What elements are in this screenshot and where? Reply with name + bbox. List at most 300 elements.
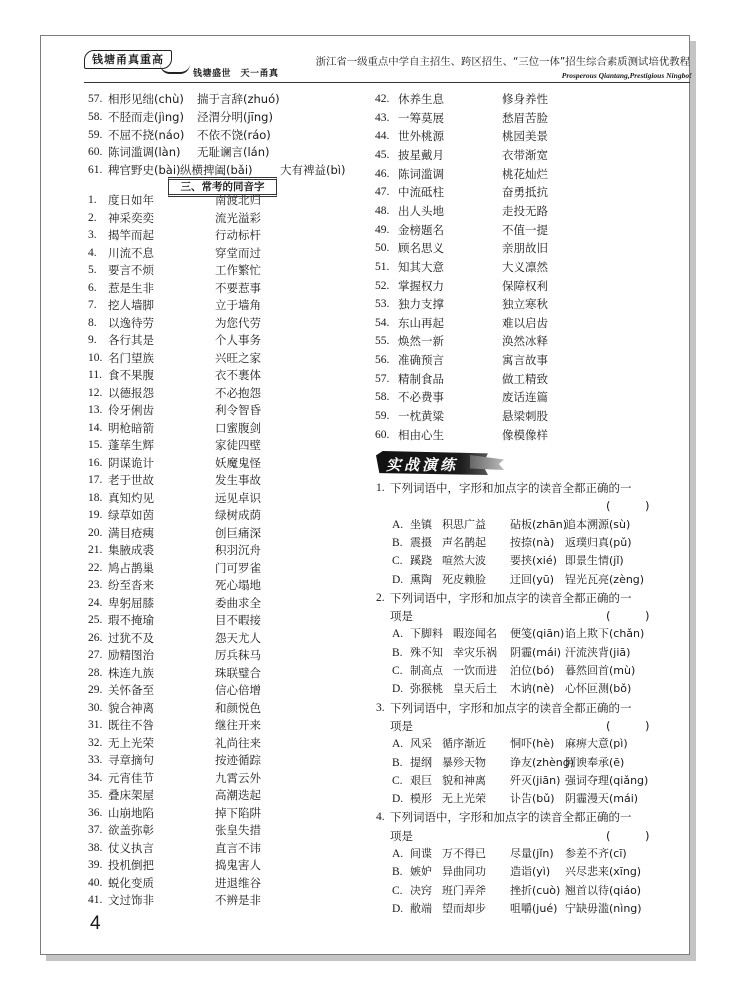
- homophone-word-a: 仗义执言: [108, 840, 154, 855]
- option-word-3: 迂回(yū): [510, 572, 555, 586]
- option-word-2: 一饮而进: [453, 664, 497, 677]
- homophone-number: 43.: [375, 111, 390, 124]
- homophone-word-b: 目不暇接: [215, 613, 261, 627]
- homophone-number: 49.: [375, 223, 390, 236]
- option-letter: C.: [392, 774, 403, 787]
- option-letter: B.: [392, 646, 403, 659]
- answer-blank: ( ): [606, 828, 650, 843]
- homophone-word-a: 明枪暗箭: [108, 420, 154, 435]
- option-words-group: [410, 518, 486, 532]
- option-word-2: 死皮赖脸: [442, 572, 486, 586]
- homophone-word-a: 准确预言: [398, 353, 444, 368]
- homophone-word-a: 寻章摘句: [108, 753, 154, 767]
- homophone-word-b: 继往开来: [215, 718, 261, 732]
- option-words-group: [410, 865, 486, 879]
- option-word-3: 诤友(zhèng): [510, 755, 575, 769]
- homophone-word-b: 捣鬼害人: [215, 858, 261, 872]
- homophone-word-a: 挖人墙脚: [108, 298, 154, 312]
- homophone-word-b: 废话连篇: [502, 390, 548, 405]
- homophone-word-b: 积羽沉舟: [215, 543, 261, 557]
- option-word-4: 追本溯源(sù): [565, 517, 631, 531]
- homophone-number: 56.: [375, 354, 390, 367]
- homophone-number: 45.: [375, 148, 390, 161]
- homophone-number: 34.: [88, 771, 103, 784]
- homophone-number: 2.: [88, 211, 97, 224]
- option-words-group: [410, 536, 486, 550]
- question-number: 3.: [376, 701, 385, 714]
- homophone-word-a: 老于世故: [108, 473, 154, 487]
- homophone-number: 3.: [88, 229, 97, 241]
- option-word-3: 阴霾(mái): [510, 645, 562, 659]
- homophone-word-b: 立于墙角: [215, 298, 261, 312]
- option-words-group: [410, 627, 497, 641]
- entry-number: 61.: [88, 164, 103, 177]
- option-letter: A.: [392, 518, 404, 531]
- homophone-word-a: 株连九族: [108, 665, 154, 680]
- option-word-2: 声名鹊起: [442, 535, 486, 549]
- homophone-word-a: 欲盖弥彰: [108, 823, 154, 837]
- option-word-4: 暮然回首(mù): [565, 664, 636, 677]
- homophone-word-b: 利令智昏: [215, 403, 261, 417]
- homophone-word-b: 进退维谷: [215, 875, 261, 890]
- series-title: 浙江省一级重点中学自主招生、跨区招生、“三位一体”招生综合素质测试培优教程: [315, 56, 690, 68]
- homophone-word-a: 世外桃源: [398, 129, 444, 144]
- homophone-word-b: 远见卓识: [215, 490, 261, 505]
- option-word-4: 汗流浃背(jiā): [565, 645, 631, 659]
- homophone-word-b: 掉下陷阱: [215, 805, 261, 820]
- homophone-word-b: 珠联璧合: [215, 665, 261, 680]
- homophone-number: 8.: [88, 316, 97, 329]
- homophone-word-a: 陈词滥调: [398, 166, 444, 181]
- homophone-word-a: 食不果腹: [108, 368, 154, 382]
- question-stem-text: 下列词语中，字形和加点字的读音全都正确的一: [390, 590, 632, 605]
- homophone-word-b: 九霄云外: [215, 770, 261, 785]
- option-word-1: 提纲: [410, 755, 432, 769]
- option-word-4: 兴尽悲来(xīng): [565, 865, 642, 879]
- option-letter: B.: [392, 756, 403, 769]
- option-word-1: 决窍: [410, 883, 432, 897]
- option-word-2: 貌和神离: [442, 773, 486, 787]
- entry-word-a: 稗官野史(bài): [108, 163, 181, 178]
- homophone-word-a: 蜕化变质: [108, 875, 154, 890]
- homophone-number: 41.: [88, 894, 103, 906]
- homophone-number: 6.: [88, 281, 97, 294]
- homophone-number: 9.: [88, 334, 97, 346]
- option-word-4: 返璞归真(pǔ): [565, 535, 632, 549]
- option-word-1: 间谍: [410, 847, 432, 860]
- homophone-number: 25.: [88, 614, 103, 626]
- option-word-4: 翘首以待(qiáo): [565, 883, 642, 897]
- option-words-group: [410, 664, 497, 678]
- homophone-word-a: 山崩地陷: [108, 805, 154, 820]
- homophone-word-b: 个人事务: [215, 333, 261, 347]
- homophone-number: 57.: [375, 372, 390, 385]
- homophone-word-a: 休养生息: [398, 92, 444, 106]
- option-letter: C.: [392, 665, 403, 677]
- question-number: 2.: [376, 591, 385, 604]
- option-words-group: [410, 884, 486, 898]
- homophone-word-b: 独立寒秋: [502, 297, 548, 312]
- homophone-word-b: 像模像样: [502, 427, 548, 442]
- question-stem-text-cont: 项是: [390, 718, 413, 733]
- homophone-word-b: 绿树成荫: [215, 508, 261, 522]
- homophone-word-b: 高潮迭起: [215, 788, 261, 802]
- homophone-number: 37.: [88, 824, 103, 836]
- homophone-word-b: 家徒四壁: [215, 438, 261, 452]
- homophone-word-b: 妖魔鬼怪: [215, 455, 261, 470]
- homophone-number: 32.: [88, 736, 103, 749]
- homophone-word-a: 不必费事: [398, 390, 444, 405]
- option-word-2: 望而却步: [442, 901, 486, 915]
- homophone-number: 17.: [88, 474, 103, 486]
- option-letter: D.: [392, 902, 404, 915]
- homophone-word-a: 东山再起: [398, 315, 444, 330]
- entry-word-b: 不依不饶(ráo): [197, 127, 271, 142]
- homophone-number: 29.: [88, 684, 103, 696]
- option-word-1: 坐镇: [410, 517, 432, 531]
- homophone-number: 47.: [375, 186, 390, 199]
- homophone-number: 21.: [88, 544, 103, 556]
- option-word-1: 熏陶: [410, 572, 432, 586]
- entry-word-a: 相形见绌(chù): [108, 92, 184, 106]
- homophone-word-b: 南渡北归: [215, 193, 261, 207]
- homophone-word-b: 不辨是非: [215, 893, 261, 907]
- homophone-word-a: 川流不息: [108, 245, 154, 260]
- homophone-number: 40.: [88, 876, 103, 889]
- homophone-number: 7.: [88, 299, 97, 311]
- option-word-4: 宁缺毋滥(nìng): [565, 901, 642, 915]
- question-stem-text: 下列词语中，字形和加点字的读音全都正确的一: [390, 700, 632, 715]
- homophone-word-a: 阴谋诡计: [108, 455, 154, 470]
- homophone-word-b: 衣不裹体: [215, 368, 261, 382]
- homophone-number: 24.: [88, 596, 103, 609]
- header-rule: [84, 82, 690, 83]
- homophone-word-a: 一筹莫展: [398, 110, 444, 125]
- homophone-word-b: 不要惹事: [215, 280, 261, 295]
- homophone-word-b: 创巨痛深: [215, 525, 261, 540]
- homophone-word-a: 知其大意: [398, 259, 444, 274]
- option-words-group: [410, 737, 486, 751]
- homophone-word-b: 悬梁刺股: [502, 409, 548, 424]
- homophone-number: 50.: [375, 242, 390, 255]
- option-word-4: 阴霾漫天(mái): [565, 792, 639, 806]
- option-letter: D.: [392, 683, 404, 696]
- homophone-number: 28.: [88, 666, 103, 679]
- homophone-number: 4.: [88, 246, 97, 259]
- homophone-word-b: 流光溢彩: [215, 210, 261, 225]
- option-word-1: 模形: [410, 792, 432, 806]
- homophone-number: 26.: [88, 631, 103, 644]
- homophone-number: 58.: [375, 391, 390, 404]
- entry-word-a: 不屈不挠(náo): [108, 127, 185, 142]
- option-letter: D.: [392, 573, 404, 586]
- homophone-word-b: 桃园美景: [502, 129, 548, 144]
- entry-number: 58.: [88, 110, 103, 123]
- logo-subtitle: 钱塘盛世 天一甬真: [193, 69, 279, 79]
- homophone-word-b: 行动标杆: [215, 228, 261, 242]
- option-word-2: 万不得已: [442, 847, 486, 860]
- homophone-word-b: 信心倍增: [215, 683, 261, 697]
- option-word-2: 幸灾乐祸: [453, 645, 497, 659]
- option-letter: C.: [392, 555, 403, 568]
- question-stem-text: 下列词语中，字形和加点字的读音全都正确的一: [390, 810, 632, 825]
- homophone-word-a: 相由心生: [398, 427, 444, 442]
- option-word-3: 尽量(jǐn): [510, 847, 554, 860]
- homophone-number: 13.: [88, 404, 103, 416]
- homophone-word-b: 寓言故事: [502, 353, 548, 368]
- homophone-word-b: 桃花灿烂: [502, 166, 548, 181]
- homophone-word-b: 礼尚往来: [215, 735, 261, 750]
- entry-number: 60.: [88, 146, 103, 159]
- homophone-word-a: 要言不烦: [108, 263, 154, 277]
- option-word-1: 殊不知: [410, 645, 443, 659]
- answer-blank: ( ): [606, 718, 650, 733]
- option-words-group: [410, 682, 497, 696]
- option-word-3: 便笺(qiān): [510, 627, 565, 641]
- homophone-word-b: 兴旺之家: [215, 350, 261, 365]
- homophone-word-b: 为您代劳: [215, 315, 261, 330]
- homophone-word-a: 过犹不及: [108, 630, 154, 645]
- section-title: 三、常考的同音字: [168, 177, 277, 197]
- option-word-4: 阿谀奉承(ē): [565, 755, 625, 769]
- homophone-number: 54.: [375, 316, 390, 329]
- homophone-number: 46.: [375, 167, 390, 180]
- option-word-1: 嫉妒: [410, 865, 432, 879]
- homophone-number: 30.: [88, 701, 103, 714]
- homophone-number: 53.: [375, 298, 390, 311]
- homophone-word-b: 发生事故: [215, 473, 261, 487]
- option-letter: C.: [392, 884, 403, 897]
- option-word-3: 讣告(bǔ): [510, 792, 555, 806]
- homophone-word-a: 揭竿而起: [108, 228, 154, 242]
- homophone-word-a: 出人头地: [398, 203, 444, 218]
- homophone-number: 15.: [88, 439, 103, 451]
- entry-word-b: 无耻谰言(lán): [197, 145, 270, 160]
- option-words-group: [410, 646, 497, 660]
- page-number: 4: [90, 913, 101, 934]
- homophone-word-b: 走投无路: [502, 203, 548, 218]
- homophone-word-b: 做工精致: [502, 371, 548, 386]
- option-word-3: 咀嚼(jué): [510, 901, 558, 915]
- option-letter: A.: [392, 738, 404, 751]
- option-word-2: 积思广益: [442, 517, 486, 531]
- homophone-number: 23.: [88, 579, 103, 591]
- option-word-4: 锃光瓦亮(zèng): [565, 572, 645, 586]
- entry-word-b: 纵横捭阖(bǎi): [180, 163, 253, 178]
- option-word-3: 按捺(nà): [510, 535, 555, 549]
- homophone-word-a: 精制食品: [398, 371, 444, 386]
- option-word-4: 参差不齐(cī): [565, 847, 627, 860]
- homophone-word-a: 无上光荣: [108, 735, 154, 750]
- entry-word-c: 大有裨益(bì): [280, 163, 346, 178]
- homophone-number: 44.: [375, 130, 390, 143]
- option-word-2: 班门弄斧: [442, 883, 486, 897]
- homophone-number: 39.: [88, 859, 103, 871]
- answer-blank: ( ): [606, 609, 650, 624]
- homophone-number: 5.: [88, 264, 97, 276]
- practice-title: 实战演练: [386, 456, 459, 474]
- entry-word-a: 陈词滥调(làn): [108, 145, 181, 160]
- homophone-word-b: 怨天尤人: [215, 630, 261, 645]
- homophone-word-b: 衣带渐宽: [502, 147, 548, 162]
- homophone-word-b: 修身养性: [502, 92, 548, 106]
- option-words-group: [410, 847, 486, 861]
- homophone-word-a: 顾名思义: [398, 241, 444, 256]
- homophone-number: 19.: [88, 509, 103, 521]
- option-word-1: 弥猴桃: [410, 682, 443, 696]
- homophone-number: 16.: [88, 456, 103, 469]
- homophone-number: 55.: [375, 335, 390, 348]
- option-word-4: 强词夺理(qiǎng): [565, 773, 649, 787]
- homophone-word-a: 纷至沓来: [108, 578, 154, 592]
- homophone-word-a: 掌握权力: [398, 278, 444, 293]
- homophone-word-a: 投机倒把: [108, 858, 154, 872]
- option-words-group: [410, 573, 486, 587]
- homophone-word-a: 惹是生非: [108, 280, 154, 295]
- homophone-word-a: 神采奕奕: [108, 210, 154, 225]
- entry-word-b: 揣于言辞(zhuó): [197, 92, 280, 106]
- option-word-2: 无上光荣: [442, 792, 486, 806]
- option-word-4: 即景生情(jǐ): [565, 554, 624, 568]
- option-words-group: [410, 756, 486, 770]
- homophone-number: 20.: [88, 526, 103, 539]
- homophone-number: 42.: [375, 93, 390, 105]
- motto: Prosperous Qiantang,Prestigious Ningbo!: [561, 71, 692, 80]
- homophone-word-a: 蓬荜生辉: [108, 438, 154, 452]
- homophone-word-b: 涣然冰释: [502, 334, 548, 349]
- option-word-2: 暇迩闻名: [453, 627, 497, 641]
- homophone-number: 22.: [88, 561, 103, 574]
- homophone-number: 35.: [88, 789, 103, 801]
- homophone-word-a: 伶牙俐齿: [108, 403, 154, 417]
- option-word-1: 蹊跷: [410, 554, 432, 568]
- homophone-number: 59.: [375, 410, 390, 423]
- homophone-number: 14.: [88, 421, 103, 434]
- option-word-3: 木讷(nè): [510, 682, 555, 696]
- homophone-word-a: 焕然一新: [398, 334, 444, 349]
- option-word-4: 心怀叵测(bǒ): [565, 682, 632, 696]
- option-word-3: 砧板(zhān): [510, 517, 568, 531]
- option-word-2: 异曲同功: [442, 865, 486, 879]
- homophone-number: 52.: [375, 279, 390, 292]
- option-letter: B.: [392, 866, 403, 879]
- homophone-number: 38.: [88, 841, 103, 854]
- option-word-1: 风采: [410, 737, 432, 751]
- option-word-1: 制高点: [410, 664, 443, 677]
- homophone-word-b: 口蜜腹剑: [215, 420, 261, 435]
- option-word-2: 喧然大波: [442, 554, 486, 568]
- option-word-1: 震摄: [410, 535, 432, 549]
- homophone-number: 12.: [88, 386, 103, 399]
- homophone-word-a: 貌合神离: [108, 700, 154, 715]
- homophone-word-a: 独力支撑: [398, 297, 444, 312]
- homophone-word-b: 和颜悦色: [215, 700, 261, 715]
- homophone-word-b: 不必抱怨: [215, 385, 261, 400]
- homophone-word-b: 穿堂而过: [215, 245, 261, 260]
- homophone-number: 31.: [88, 719, 103, 731]
- option-words-group: [410, 774, 486, 788]
- homophone-number: 18.: [88, 491, 103, 504]
- homophone-word-a: 文过饰非: [108, 893, 154, 907]
- option-words-group: [410, 902, 486, 916]
- entry-word-a: 不胫而走(jìng): [108, 109, 184, 124]
- homophone-word-b: 死心塌地: [215, 578, 261, 592]
- option-letter: A.: [392, 848, 404, 860]
- homophone-word-b: 不值一提: [502, 222, 548, 237]
- homophone-word-a: 鸠占鹊巢: [108, 560, 154, 575]
- homophone-word-a: 名门望族: [108, 350, 154, 365]
- homophone-word-a: 满目疮痍: [108, 525, 154, 540]
- homophone-word-b: 按迹循踪: [215, 753, 261, 767]
- homophone-word-a: 卑躬屈膝: [108, 595, 154, 610]
- homophone-word-a: 关怀备至: [108, 683, 154, 697]
- question-stem-text: 下列词语中，字形和加点字的读音全都正确的一: [390, 481, 632, 495]
- homophone-word-a: 既往不咎: [108, 718, 154, 732]
- homophone-word-a: 真知灼见: [108, 490, 154, 505]
- question-number: 4.: [376, 811, 385, 824]
- option-words-group: [410, 554, 486, 568]
- homophone-word-a: 集腋成裘: [108, 543, 154, 557]
- entry-number: 59.: [88, 128, 103, 141]
- option-word-2: 循序渐近: [442, 737, 486, 751]
- homophone-word-b: 委曲求全: [215, 595, 261, 610]
- option-word-1: 敝端: [410, 901, 432, 915]
- logo: 钱塘甬真重高: [84, 50, 172, 69]
- homophone-word-a: 中流砥柱: [398, 185, 444, 200]
- homophone-word-b: 难以启齿: [502, 315, 548, 330]
- homophone-word-b: 张皇失措: [215, 823, 261, 837]
- homophone-number: 1.: [88, 194, 97, 206]
- option-word-4: 麻痹大意(pì): [565, 737, 628, 751]
- homophone-number: 51.: [375, 260, 390, 273]
- option-letter: D.: [392, 793, 404, 806]
- option-letter: A.: [392, 628, 404, 641]
- answer-blank: ( ): [606, 499, 650, 514]
- option-word-3: 造诣(yì): [510, 865, 551, 879]
- question-stem-text-cont: 项是: [390, 609, 413, 624]
- homophone-word-b: 直言不讳: [215, 840, 261, 855]
- homophone-word-a: 金榜题名: [398, 222, 444, 237]
- homophone-word-a: 披星戴月: [398, 147, 444, 162]
- homophone-word-a: 叠床架屋: [108, 788, 154, 802]
- question-number: 1.: [376, 482, 385, 494]
- entry-word-b: 泾渭分明(jīng): [197, 109, 273, 124]
- homophone-word-a: 以逸待劳: [108, 315, 154, 330]
- homophone-word-a: 度日如年: [108, 193, 154, 207]
- option-word-2: 皇天后土: [453, 682, 497, 696]
- homophone-word-b: 大义凛然: [502, 259, 548, 274]
- homophone-number: 33.: [88, 754, 103, 766]
- homophone-word-b: 奋勇抵抗: [502, 185, 548, 200]
- option-word-4: 谄上欺下(chǎn): [565, 627, 645, 641]
- homophone-word-a: 绿草如茵: [108, 508, 154, 522]
- homophone-number: 36.: [88, 806, 103, 819]
- option-word-3: 恫吓(hè): [510, 737, 555, 751]
- homophone-number: 10.: [88, 351, 103, 364]
- option-word-1: 艰巨: [410, 773, 432, 787]
- option-word-3: 要挟(xié): [510, 554, 557, 568]
- homophone-word-b: 亲朋故旧: [502, 241, 548, 256]
- homophone-word-b: 愁眉苦脸: [502, 110, 548, 125]
- homophone-number: 27.: [88, 649, 103, 661]
- homophone-number: 11.: [88, 369, 102, 381]
- option-word-3: 泊位(bó): [510, 664, 555, 677]
- homophone-number: 60.: [375, 428, 390, 441]
- homophone-word-b: 厉兵秣马: [215, 648, 261, 662]
- option-word-3: 挫折(cuò): [510, 883, 561, 897]
- homophone-word-a: 各行其是: [108, 333, 154, 347]
- homophone-word-b: 门可罗雀: [215, 560, 261, 575]
